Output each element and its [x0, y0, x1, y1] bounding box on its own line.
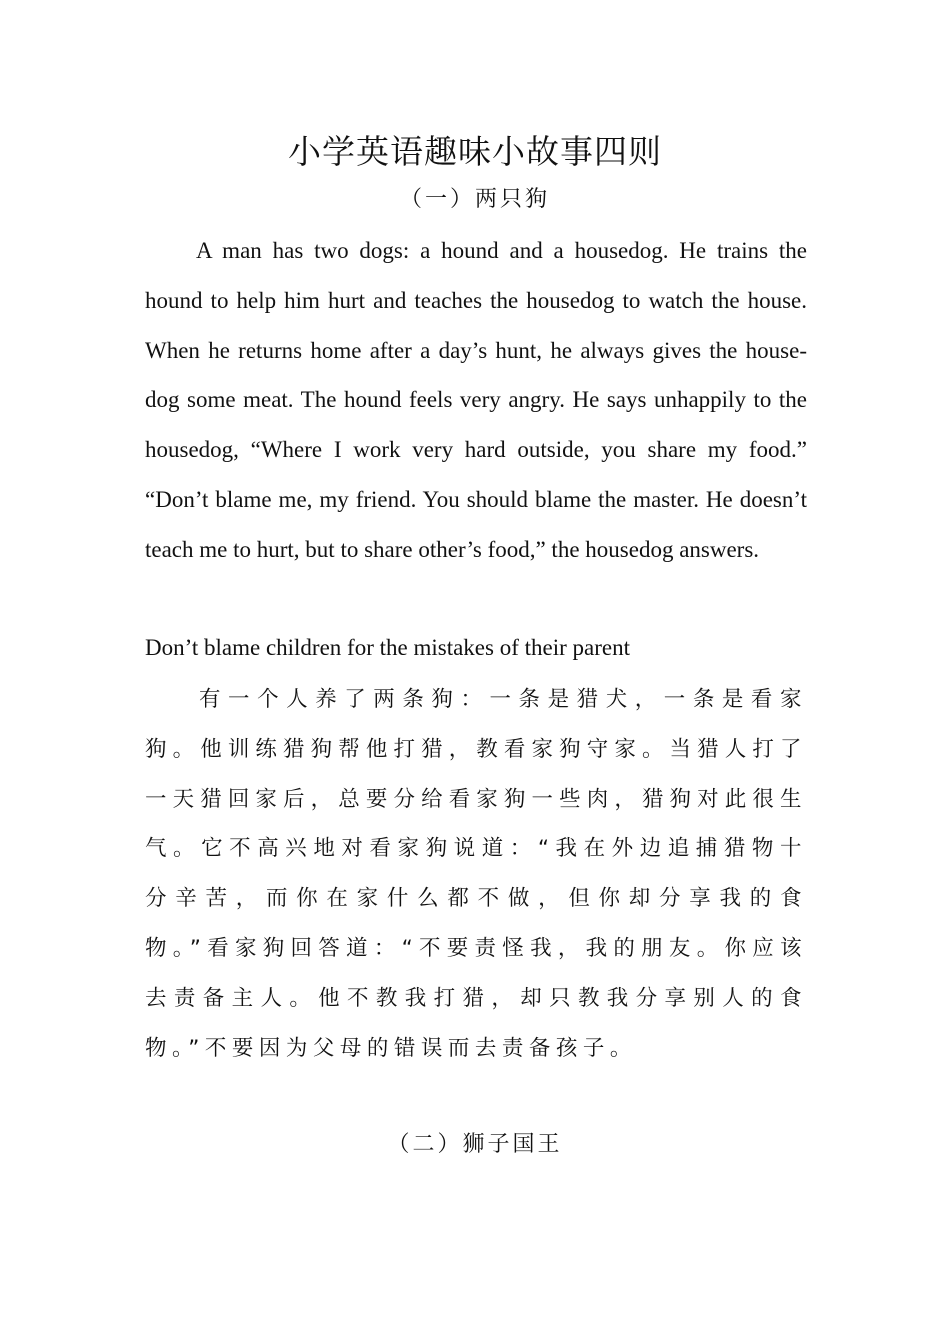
story-2-heading: （二）狮子国王 — [387, 1132, 563, 1157]
story-1-english-moral: Don’t blame children for the mistakes of their parent — [145, 635, 630, 660]
story-1-english-paragraph: A man has two dogs: a hound and a housedog. He trains the hound to help him hurt and teaches the housedog to watch the house. When he returns home after a day’s hunt, he always gives the house-dog some meat. The hound feels very angry. He says unhappily to the housedog, “Where I work very hard outside, you share my food.” “Don’t blame me, my friend. You should blame the master. He doesn’t teach me to hurt, but to share other’s food,” the housedog answers. — [145, 238, 807, 562]
story-1-heading: （一）两只狗 — [399, 187, 550, 212]
document-title: 小学英语趣味小故事四则 — [288, 132, 662, 171]
story-1-chinese-paragraph: 有一个人养了两条狗：一条是猎犬，一条是看家狗。他训练猎狗帮他打猎，教看家狗守家。当猎人打了一天猎回家后，总要分给看家狗一些肉，猎狗对此很生气。它不高兴地对看家狗说道：“我在外边追捕猎物十分辛苦，而你在家什么都不做，但你却分享我的食物。”看家狗回答道：“不要责怪我，我的朋友。你应该去责备主人。他不教我打猎，却只教我分享别人的食物。”不要因为父母的错误而去责备孩子。 — [145, 687, 807, 1061]
